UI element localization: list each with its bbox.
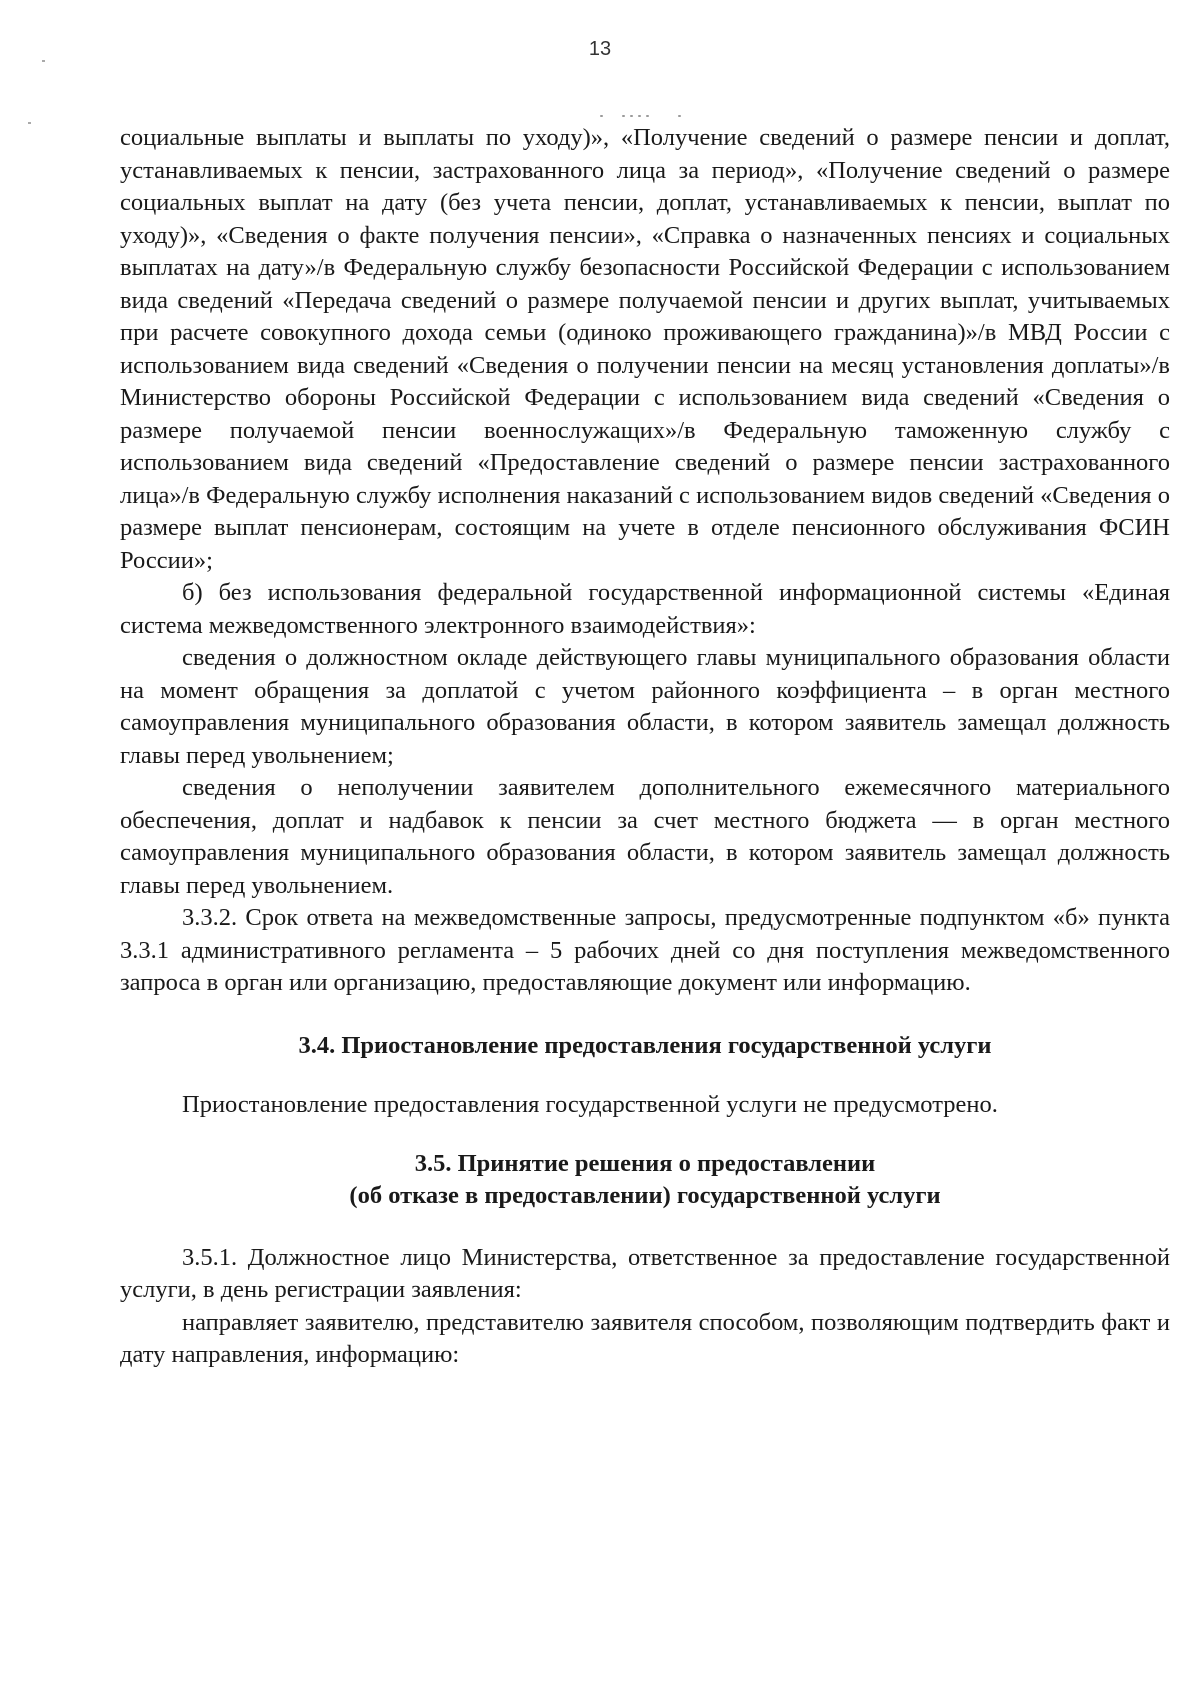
paragraph-non-receipt-info: сведения о неполучении заявителем дополнительного ежемесячного материального обеспечения, доплат и надбавок к пенсии за счет местного бюджета — в орган местного самоуправления муниципального образования области, в котором заявитель замещал должность главы перед увольнением.: [120, 774, 1170, 899]
paragraph-3-5-1: 3.5.1. Должностное лицо Министерства, ответственное за предоставление государственной услуги, в день регистрации заявления:: [120, 1243, 1170, 1303]
section-heading-3-5-line1: 3.5. Принятие решения о предоставлении: [414, 1149, 876, 1177]
paragraph-3-3-2: 3.3.2. Срок ответа на межведомственные запросы, предусмотренные подпунктом «б» пункта 3.3.1 административного регламента – 5 рабочих дней со дня поступления межведомственного запроса в орган или организацию, предоставляющие документ или информацию.: [120, 904, 1170, 996]
scan-artifact: [42, 60, 45, 62]
paragraph-salary-info: сведения о должностном окладе действующего главы муниципального образования области на момент обращения за доплатой с учетом районного коэффициента – в орган местного самоуправления муниципального образования области, в котором заявитель замещал должность главы перед увольнением;: [120, 644, 1170, 769]
paragraph-suspension: Приостановление предоставления государственной услуги не предусмотрено.: [182, 1091, 998, 1118]
paragraph-item-b: б) без использования федеральной государственной информационной системы «Единая система межведомственного электронного взаимодействия»:: [120, 579, 1170, 639]
paragraph-sends-info: направляет заявителю, представителю заявителя способом, позволяющим подтвердить факт и дату направления, информацию:: [120, 1308, 1170, 1368]
scan-artifact: [28, 122, 31, 124]
scan-artifact: [600, 112, 740, 120]
page-number: 13: [588, 38, 612, 60]
document-body: [120, 122, 1170, 1372]
section-heading-3-4: 3.4. Приостановление предоставления государственной услуги: [298, 1031, 992, 1059]
paragraph-continuation: социальные выплаты и выплаты по уходу)», «Получение сведений о размере пенсии и доплат, устанавливаемых к пенсии, застрахованного лица за период», «Получение сведений о размере социальных выплат на дату (без учета пенсии, доплат, устанавливаемых к пенсии, выплат по уходу)», «Сведения о факте получения пенсии», «Справка о назначенных пенсиях и социальных выплатах на дату»/в Федеральную службу безопасности Российской Федерации с использованием вида сведений «Передача сведений о размере получаемой пенсии и других выплат, учитываемых при расчете совокупного дохода семьи (одиноко проживающего гражданина)»/в МВД России с использованием вида сведений «Сведения о получении пенсии на месяц установления доплаты»/в Министерство обороны Российской Федерации с использованием вида сведений «Сведения о размере получаемой пенсии военнослужащих»/в Федеральную таможенную службу с использованием вида сведений «Предоставление сведений о размере пенсии застрахованного лица»/в Федеральную службу исполнения наказаний с использованием видов сведений «Сведения о размере выплат пенсионерам, состоящим на учете в отделе пенсионного обслуживания ФСИН России»;: [120, 124, 1170, 574]
section-heading-3-5-line2: (об отказе в предоставлении) государственной услуги: [349, 1182, 941, 1209]
